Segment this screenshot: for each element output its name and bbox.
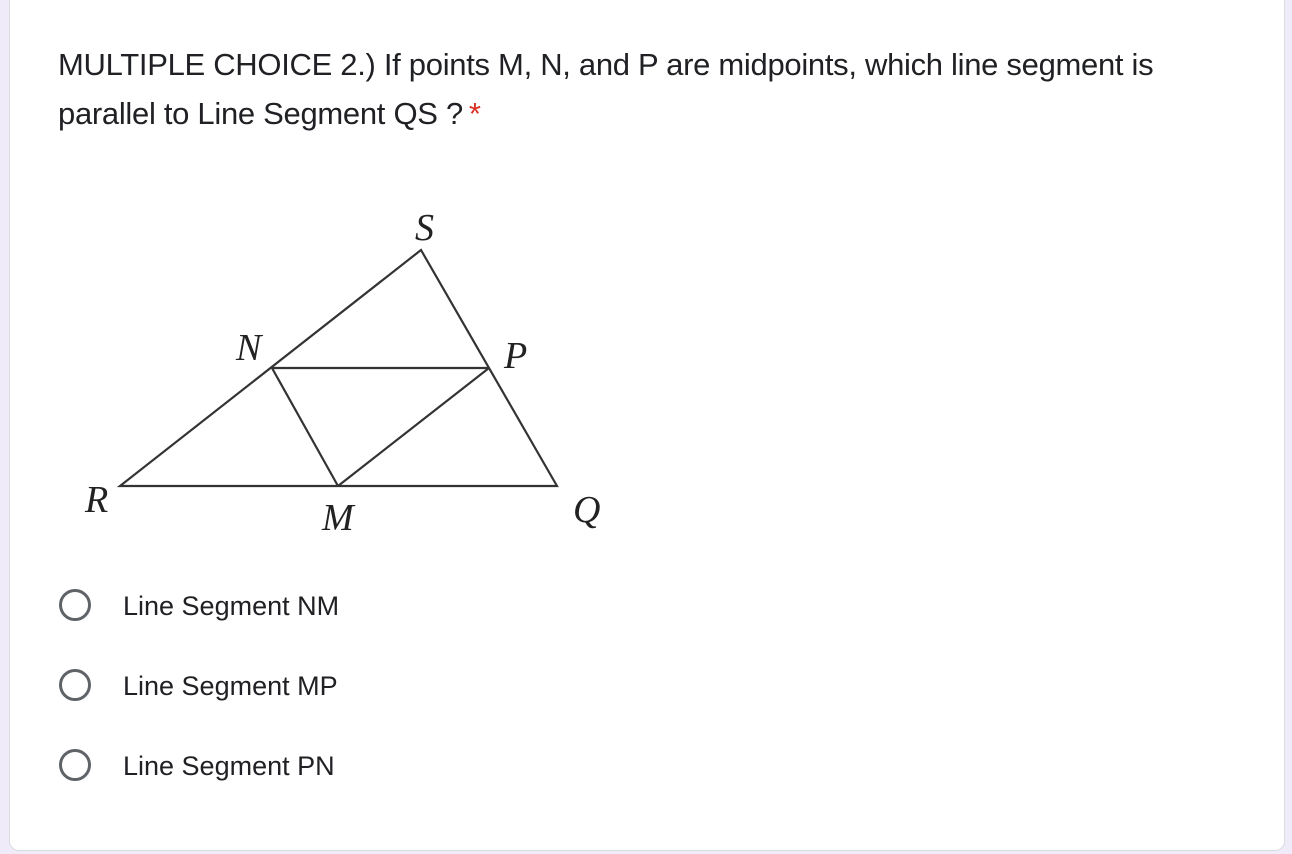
radio-button[interactable] (59, 669, 91, 701)
option-line-segment-nm[interactable] (58, 578, 578, 658)
question-text (58, 40, 1238, 138)
triangle-diagram (76, 200, 616, 545)
vertex-label-n: N (236, 327, 262, 369)
radio-button[interactable] (59, 749, 91, 781)
radio-button[interactable] (59, 589, 91, 621)
segment-mp (338, 368, 489, 486)
question-card (9, 0, 1285, 851)
answer-options (58, 578, 578, 818)
vertex-label-q: Q (573, 489, 601, 531)
option-label[interactable]: Line Segment NM (123, 591, 340, 621)
vertex-label-m: M (322, 497, 354, 539)
vertex-label-p: P (504, 335, 528, 377)
option-label[interactable]: Line Segment PN (123, 751, 335, 781)
triangle-figure (76, 200, 616, 545)
option-line-segment-pn[interactable] (58, 738, 578, 818)
required-asterisk: * (468, 96, 481, 131)
option-line-segment-mp[interactable] (58, 658, 578, 738)
vertex-label-s: S (415, 207, 434, 249)
question-title: MULTIPLE CHOICE 2.) If points M, N, and P are midpoints, which line segment is parallel to Line Segment QS ? (58, 47, 1154, 131)
segment-nm (272, 368, 338, 486)
option-label[interactable]: Line Segment MP (123, 671, 338, 701)
vertex-label-r: R (85, 479, 109, 521)
